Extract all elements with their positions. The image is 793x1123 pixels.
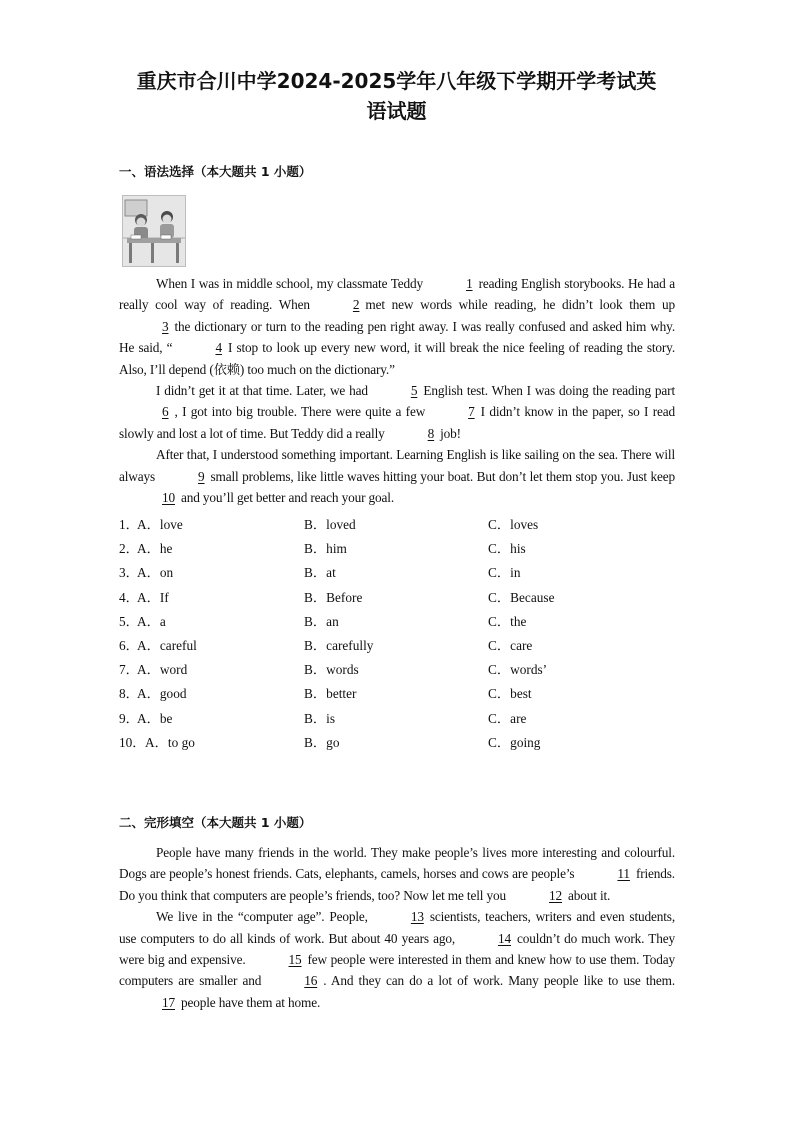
option-a: A．word (137, 662, 188, 678)
text: People have many friends in the world. They make people’s lives more interesting and colourful. Dogs are people’s honest friends. Cats, elephants, camels, horses and cows are people’s (119, 845, 675, 882)
page-title (0, 66, 793, 126)
option-a: A．If (137, 589, 169, 605)
blank-3: 3 (162, 318, 169, 334)
option-b: B．go (304, 734, 340, 750)
option-c: C．loves (488, 517, 539, 532)
blank-1: 1 (466, 276, 473, 291)
passage-1-paragraph-1 (119, 273, 675, 380)
title-line-2: 语试题 (366, 99, 427, 123)
passage-1 (119, 273, 675, 508)
text: and you’ll get better and reach your goal. (181, 490, 395, 506)
text: . And they can do a lot of work. Many people like to use them. (323, 973, 675, 989)
title-line-1: 重庆市合川中学2024-2025学年八年级下学期开学考试英 (136, 69, 657, 93)
blank-7: 7 (468, 404, 475, 420)
question-number: 1． (119, 517, 139, 532)
option-a: A．to go (145, 734, 195, 750)
blank-15: 15 (288, 952, 302, 968)
passage-2-paragraph-2 (119, 906, 675, 1013)
option-b: B．loved (304, 517, 356, 532)
text: I didn’t know in the paper, so I read slowly and lost a lot of time. But Teddy did a really (119, 404, 675, 441)
section-2-heading: 二、完形填空（本大题共 1 小题） (119, 815, 312, 830)
text: people have them at home. (181, 994, 321, 1010)
option-c: C．best (488, 686, 532, 702)
option-row (119, 538, 679, 562)
blank-16: 16 (304, 973, 318, 989)
blank-10: 10 (162, 490, 175, 506)
children-reading-icon (123, 196, 185, 266)
option-a: A．on (137, 565, 174, 581)
blank-13: 13 (410, 909, 424, 925)
option-row (119, 659, 679, 683)
passage-2 (119, 842, 675, 1013)
blank-8: 8 (427, 425, 435, 441)
passage-2-paragraph-1 (119, 842, 675, 906)
option-row (119, 562, 679, 586)
question-number: 5． (119, 613, 139, 629)
blank-11: 11 (617, 866, 630, 882)
text: met new words while reading, he didn’t look them up (365, 297, 676, 313)
question-number: 8． (119, 686, 139, 702)
blank-4: 4 (215, 340, 222, 356)
option-row (119, 732, 679, 756)
blank-9: 9 (198, 468, 205, 484)
blank-6: 6 (162, 404, 169, 420)
text: We live in the “computer age”. People, (156, 909, 368, 925)
passage-1-paragraph-2 (119, 380, 675, 444)
option-c: C．in (488, 565, 521, 581)
text: , I got into big trouble. There were quite a few (174, 404, 426, 420)
option-a: A．a (137, 613, 166, 629)
option-row (119, 611, 679, 635)
question-number: 10． (119, 734, 146, 750)
option-b: B．at (304, 565, 336, 581)
option-b: B．Before (304, 589, 363, 605)
question-number: 2． (119, 541, 139, 557)
text: about it. (567, 887, 611, 903)
blank-14: 14 (498, 930, 512, 946)
text: friends. Do you think that computers are people’s friends, too? Now let me tell you (119, 866, 675, 903)
text: reading English storybooks. He had a really cool way of reading. When (119, 276, 675, 313)
option-a: A．be (137, 710, 173, 726)
text: I didn’t get it at that time. Later, we had (156, 383, 368, 399)
option-a: A．he (137, 541, 173, 557)
classroom-illustration (122, 195, 186, 267)
blank-5: 5 (410, 383, 418, 399)
option-c: C．going (488, 734, 541, 750)
option-c: C．Because (488, 589, 555, 605)
text: When I was in middle school, my classmate Teddy (156, 276, 424, 291)
question-number: 4． (119, 589, 139, 605)
option-c: C．care (488, 638, 533, 653)
option-b: B．him (304, 541, 347, 557)
text: scientists, teachers, writers and even students, use computers to do all kinds of work. But about 40 years ago, (119, 909, 675, 946)
option-c: C．the (488, 613, 527, 629)
blank-17: 17 (162, 994, 175, 1010)
text: job! (440, 425, 461, 441)
question-number: 7． (119, 662, 139, 678)
option-c: C．his (488, 541, 526, 557)
option-row (119, 708, 679, 732)
option-c: C．are (488, 710, 527, 726)
option-b: B．words (304, 662, 359, 678)
text: English test. When I was doing the reading part (423, 383, 675, 399)
option-b: B．is (304, 710, 336, 726)
blank-2: 2 (352, 297, 360, 313)
option-a: A．careful (137, 638, 197, 653)
text: the dictionary or turn to the reading pen right away. I was really confused and asked him why. He said, “ (119, 318, 675, 356)
passage-1-paragraph-3 (119, 444, 675, 508)
option-row (119, 683, 679, 707)
question-number: 9． (119, 710, 139, 726)
blank-12: 12 (548, 887, 562, 903)
option-a: A．good (137, 686, 187, 702)
option-b: B．carefully (304, 638, 374, 653)
option-row (119, 514, 679, 538)
text: few people were interested in them and knew how to use them. Today computers are smaller and (119, 952, 675, 989)
option-b: B．better (304, 686, 357, 702)
text: After that, I understood something important. Learning English is like sailing on the sea. There will always (119, 447, 675, 484)
text: small problems, like little waves hitting your boat. But don’t let them stop you. Just keep (210, 468, 675, 484)
text: couldn’t do much work. They were big and expensive. (119, 930, 675, 968)
option-a: A．love (137, 517, 183, 532)
option-row (119, 635, 679, 659)
option-c: C．words’ (488, 662, 548, 678)
option-row (119, 587, 679, 611)
option-b: B．an (304, 613, 339, 629)
text: I stop to look up every new word, it will break the nice feeling of reading the story. Also, I’ll depend (依赖) too much on the dictionary.” (119, 340, 675, 377)
section-1-heading: 一、语法选择（本大题共 1 小题） (119, 164, 312, 179)
question-number: 3． (119, 565, 139, 581)
question-number: 6． (119, 638, 139, 653)
